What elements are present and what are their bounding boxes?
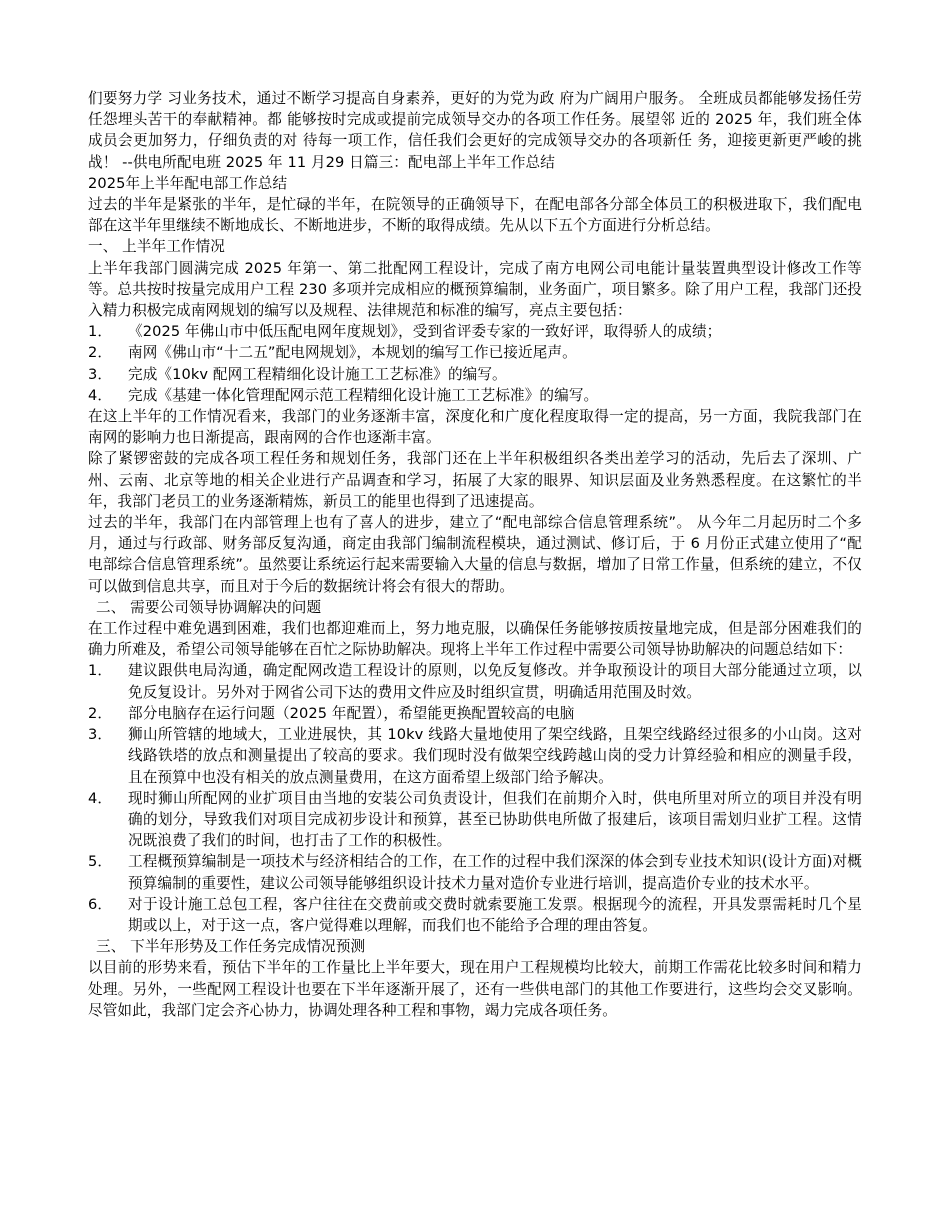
list-item-number: 4．	[88, 386, 113, 404]
list-item-number: 4．	[88, 789, 113, 807]
section-1-paragraph-3: 除了紧锣密鼓的完成各项工程任务和规划任务，我部门还在上半年积极组织各类出差学习的活动，先后去了深圳、广州、云南、北京等地的相关企业进行产品调查和学习，拓展了大家的眼界、知识层面及业务熟悉程度。在这繁忙的半年，我部门老员工的业务逐渐精炼，新员工的能里也得到了迅速提高。	[88, 450, 862, 510]
list-item	[88, 321, 862, 342]
list-item-text: 南网《佛山市“十二五”配电网规划》，本规划的编写工作已接近尾声。	[128, 344, 577, 362]
section-1-heading: 一、 上半年工作情况	[88, 238, 225, 256]
list-item-number: 2．	[88, 344, 113, 362]
list-item-number: 1．	[88, 662, 113, 680]
list-item-text: 狮山所管辖的地域大，工业进展快，其 10kv 线路大量地使用了架空线路，且架空线路经过很多的小山岗。这对线路铁塔的放点和测量提出了较高的要求。我们现时没有做架空线跨越山岗的受力计算经验和相应的测量手段，且在预算中也没有相关的放点测量费用，在这方面希望上级部门给予解决。	[128, 726, 862, 786]
list-item	[88, 342, 862, 363]
intro-paragraph: 们要努力学 习业务技术，通过不断学习提高自身素养，更好的为党为政 府为广阔用户服务。 全班成员都能够发扬任劳任怨埋头苦干的奉献精神。都 能够按时完成或提前完成领导交办的各项工作任务。展望邻 近的 2025 年，我们班全体成员会更加努力，仔细负责的对 待每一项工作，信任我们会更好的完成领导交办的各项新任 务，迎接更新更严峻的挑战！ --供电所配电班 2025 年 11 月29 日篇三：配电部上半年工作总结	[88, 90, 862, 171]
list-item-text: 对于设计施工总包工程，客户往往在交费前或交费时就索要施工发票。根据现今的流程，开具发票需耗时几个星期或以上，对于这一点，客户觉得难以理解，而我们也不能给予合理的理由答复。	[128, 895, 862, 934]
section-2-paragraph-1: 在工作过程中难免遇到困难，我们也都迎难而上，努力地克服，以确保任务能够按质按量地完成，但是部分困难我们的确力所难及，希望公司领导能够在百忙之际协助解决。现将上半年工作过程中需要公司领导协助解决的问题总结如下：	[88, 620, 862, 659]
list-item	[88, 851, 862, 893]
list-item-number: 3．	[88, 726, 113, 744]
list-item-number: 5．	[88, 853, 113, 871]
opening-paragraph: 过去的半年是紧张的半年，是忙碌的半年，在院领导的正确领导下，在配电部各分部全体员工的积极进取下，我们配电部在这半年里继续不断地成长、不断地进步，不断的取得成绩。先从以下五个方面进行分析总结。	[88, 196, 862, 235]
list-item-text: 完成《10kv 配网工程精细化设计施工工艺标准》的编写。	[128, 365, 507, 383]
list-item-text: 建议跟供电局沟通，确定配网改造工程设计的原则，以免反复修改。并争取预设计的项目大部分能通过立项，以免反复设计。另外对于网省公司下达的费用文件应及时组织宣贯，明确适用范围及时效。	[128, 662, 862, 701]
list-item-text: 现时狮山所配网的业扩项目由当地的安装公司负责设计，但我们在前期介入时，供电所里对所立的项目并没有明确的划分，导致我们对项目完成初步设计和预算，甚至已协助供电所做了报建后，该项目需划归业扩工程。这情况既浪费了我们的时间，也打击了工作的积极性。	[128, 789, 862, 850]
list-item-text: 《2025 年佛山市中低压配电网年度规划》，受到省评委专家的一致好评，取得骄人的成绩；	[128, 323, 722, 341]
list-item-text: 工程概预算编制是一项技术与经济相结合的工作，在工作的过程中我们深深的体会到专业技术知识(设计方面)对概预算编制的重要性，建议公司领导能够组织设计技术力量对造价专业进行培训，提高造价专业的技术水平。	[128, 853, 862, 892]
list-item-number: 2．	[88, 704, 113, 722]
list-item	[88, 385, 862, 406]
section-1-paragraph-1: 上半年我部门圆满完成 2025 年第一、第二批配网工程设计，完成了南方电网公司电能计量装置典型设计修改工作等等。总共按时按量完成用户工程 230 多项并完成相应的概预算编制，业务面广，项目繁多。除了用户工程，我部门还投入精力积极完成南网规划的编写以及规程、法律规范和标准的编写，亮点主要包括：	[88, 259, 862, 320]
list-item	[88, 788, 862, 852]
list-item	[88, 894, 862, 936]
list-item-text: 部分电脑存在运行问题（2025 年配置），希望能更换配置较高的电脑	[128, 704, 575, 722]
list-item-number: 1．	[88, 323, 113, 341]
section-3-heading: 三、 下半年形势及工作任务完成情况预测	[96, 938, 366, 956]
list-item	[88, 724, 862, 788]
list-item	[88, 660, 862, 702]
section-1-paragraph-4: 过去的半年，我部门在内部管理上也有了喜人的进步，建立了“配电部综合信息管理系统”。 从今年二月起历时二个多月，通过与行政部、财务部反复沟通，商定由我部门编制流程模块，通过测试、修订后，于 6 月份正式建立使用了“配电部综合信息管理系统”。虽然要让系统运行起来需要输入大量的信息与数据，增加了日常工作量，但系统的建立，不仅可以做到信息共享，而且对于今后的数据统计将会有很大的帮助。	[88, 514, 862, 595]
list-item-text: 完成《基建一体化管理配网示范工程精细化设计施工工艺标准》的编写。	[128, 386, 599, 404]
section-3-paragraph-1: 以目前的形势来看，预估下半年的工作量比上半年要大，现在用户工程规模均比较大，前期工作需花比较多时间和精力处理。另外，一些配网工程设计也要在下半年逐渐开展了，还有一些供电部门的其他工作要进行，这些均会交叉影响。尽管如此，我部门定会齐心协力，协调处理各种工程和事物，竭力完成各项任务。	[88, 959, 862, 1019]
document-title: 2025年上半年配电部工作总结	[88, 174, 288, 192]
section-1-paragraph-2: 在这上半年的工作情况看来，我部门的业务逐渐丰富，深度化和广度化程度取得一定的提高，另一方面，我院我部门在南网的影响力也日渐提高，跟南网的合作也逐渐丰富。	[88, 408, 862, 447]
section-2-heading: 二、 需要公司领导协调解决的问题	[96, 598, 322, 616]
list-item-number: 6．	[88, 895, 113, 913]
list-item-number: 3．	[88, 365, 113, 383]
list-item	[88, 703, 862, 724]
list-item	[88, 364, 862, 385]
